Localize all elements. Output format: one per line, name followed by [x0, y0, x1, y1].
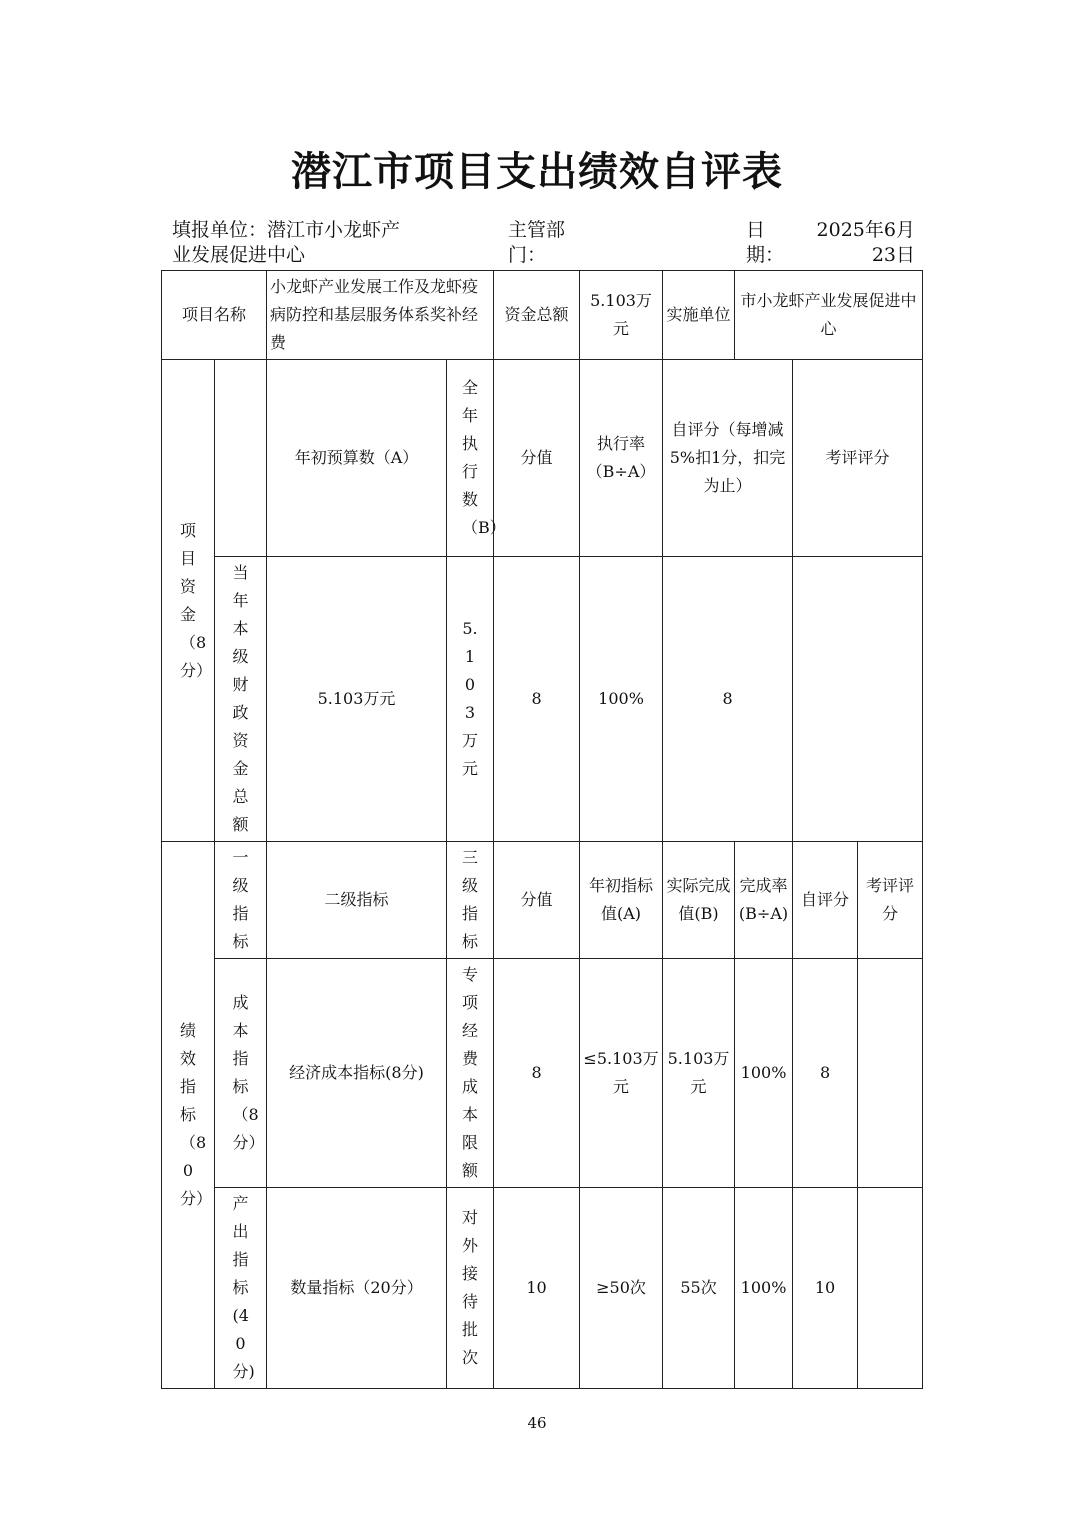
col-self-score: 自评分（每增减5%扣1分，扣完为止）: [663, 360, 793, 557]
col-score: 分值: [494, 360, 580, 557]
evaluation-table: [161, 270, 923, 1389]
row-score: 8: [494, 959, 580, 1188]
col-target: 年初指标值(A): [580, 842, 663, 959]
reporting-unit: 填报单位：潜江市小龙虾产 业发展促进中心: [172, 219, 401, 266]
indicators-header-row: [162, 842, 923, 959]
col-level1: 一级指标: [232, 848, 249, 951]
row-level1: 成本指标（8分）: [232, 993, 265, 1152]
row-actual: 5.103万元: [663, 959, 735, 1188]
col-budget: 年初预算数（A）: [267, 360, 447, 557]
row-score: 10: [494, 1188, 580, 1389]
col-ind-score: 分值: [494, 842, 580, 959]
funds-budget-value: 5.103万元: [267, 557, 447, 842]
col-ind-review: 考评评分: [858, 842, 923, 959]
row-level2: 数量指标（20分）: [267, 1188, 447, 1389]
supervising-dept: 主管部 门：: [508, 219, 566, 266]
table-row: [162, 1188, 923, 1389]
col-level3: 三级指标: [462, 848, 479, 951]
date-label: 日 期：: [746, 219, 785, 266]
row-review: [858, 959, 923, 1188]
total-funds-value: 5.103万元: [580, 271, 663, 360]
row-target: ≥50次: [580, 1188, 663, 1389]
col-completion-rate: 完成率(B÷A): [735, 842, 793, 959]
row-self: 10: [793, 1188, 858, 1389]
funds-score-value: 8: [494, 557, 580, 842]
total-funds-label: 资金总额: [494, 271, 580, 360]
page-number: 46: [527, 1414, 547, 1432]
impl-unit-value: 市小龙虾产业发展促进中心: [735, 271, 923, 360]
row-level2: 经济成本指标(8分): [267, 959, 447, 1188]
row-target: ≤5.103万元: [580, 959, 663, 1188]
row-level3: 专项经费成本限额: [462, 965, 479, 1180]
funds-exec-value: 5.103万元: [462, 619, 479, 778]
row-review: [858, 1188, 923, 1389]
funds-header-row: [162, 360, 923, 557]
project-info-row: [162, 271, 923, 360]
row-rate: 100%: [735, 1188, 793, 1389]
page-title: 潜江市项目支出绩效自评表: [291, 148, 783, 195]
col-review-score: 考评评分: [793, 360, 923, 557]
funds-review-value: [793, 557, 923, 842]
project-name-label: 项目名称: [162, 271, 267, 360]
col-level2: 二级指标: [267, 842, 447, 959]
table-row: [162, 959, 923, 1188]
impl-unit-label: 实施单位: [663, 271, 735, 360]
indicators-section-label: 绩效指标（80分）: [180, 1021, 213, 1208]
funds-data-row: [162, 557, 923, 842]
col-actual: 实际完成值(B): [663, 842, 735, 959]
col-rate: 执行率（B÷A）: [580, 360, 663, 557]
funds-section-label: 项目资金（8分）: [180, 520, 213, 680]
row-self: 8: [793, 959, 858, 1188]
funds-self-value: 8: [663, 557, 793, 842]
funds-rate-value: 100%: [580, 557, 663, 842]
row-level1: 产出指标(40分): [232, 1194, 255, 1381]
row-actual: 55次: [663, 1188, 735, 1389]
funds-row-label: 当年本级财政资金总额: [232, 563, 249, 834]
date-value: 2025年6月 23日: [816, 219, 915, 266]
row-rate: 100%: [735, 959, 793, 1188]
project-name-value: 小龙虾产业发展工作及龙虾疫病防控和基层服务体系奖补经费: [267, 271, 494, 360]
col-ind-self: 自评分: [793, 842, 858, 959]
col-exec: 全年执行数（B）: [462, 378, 506, 537]
row-level3: 对外接待批次: [462, 1208, 479, 1367]
